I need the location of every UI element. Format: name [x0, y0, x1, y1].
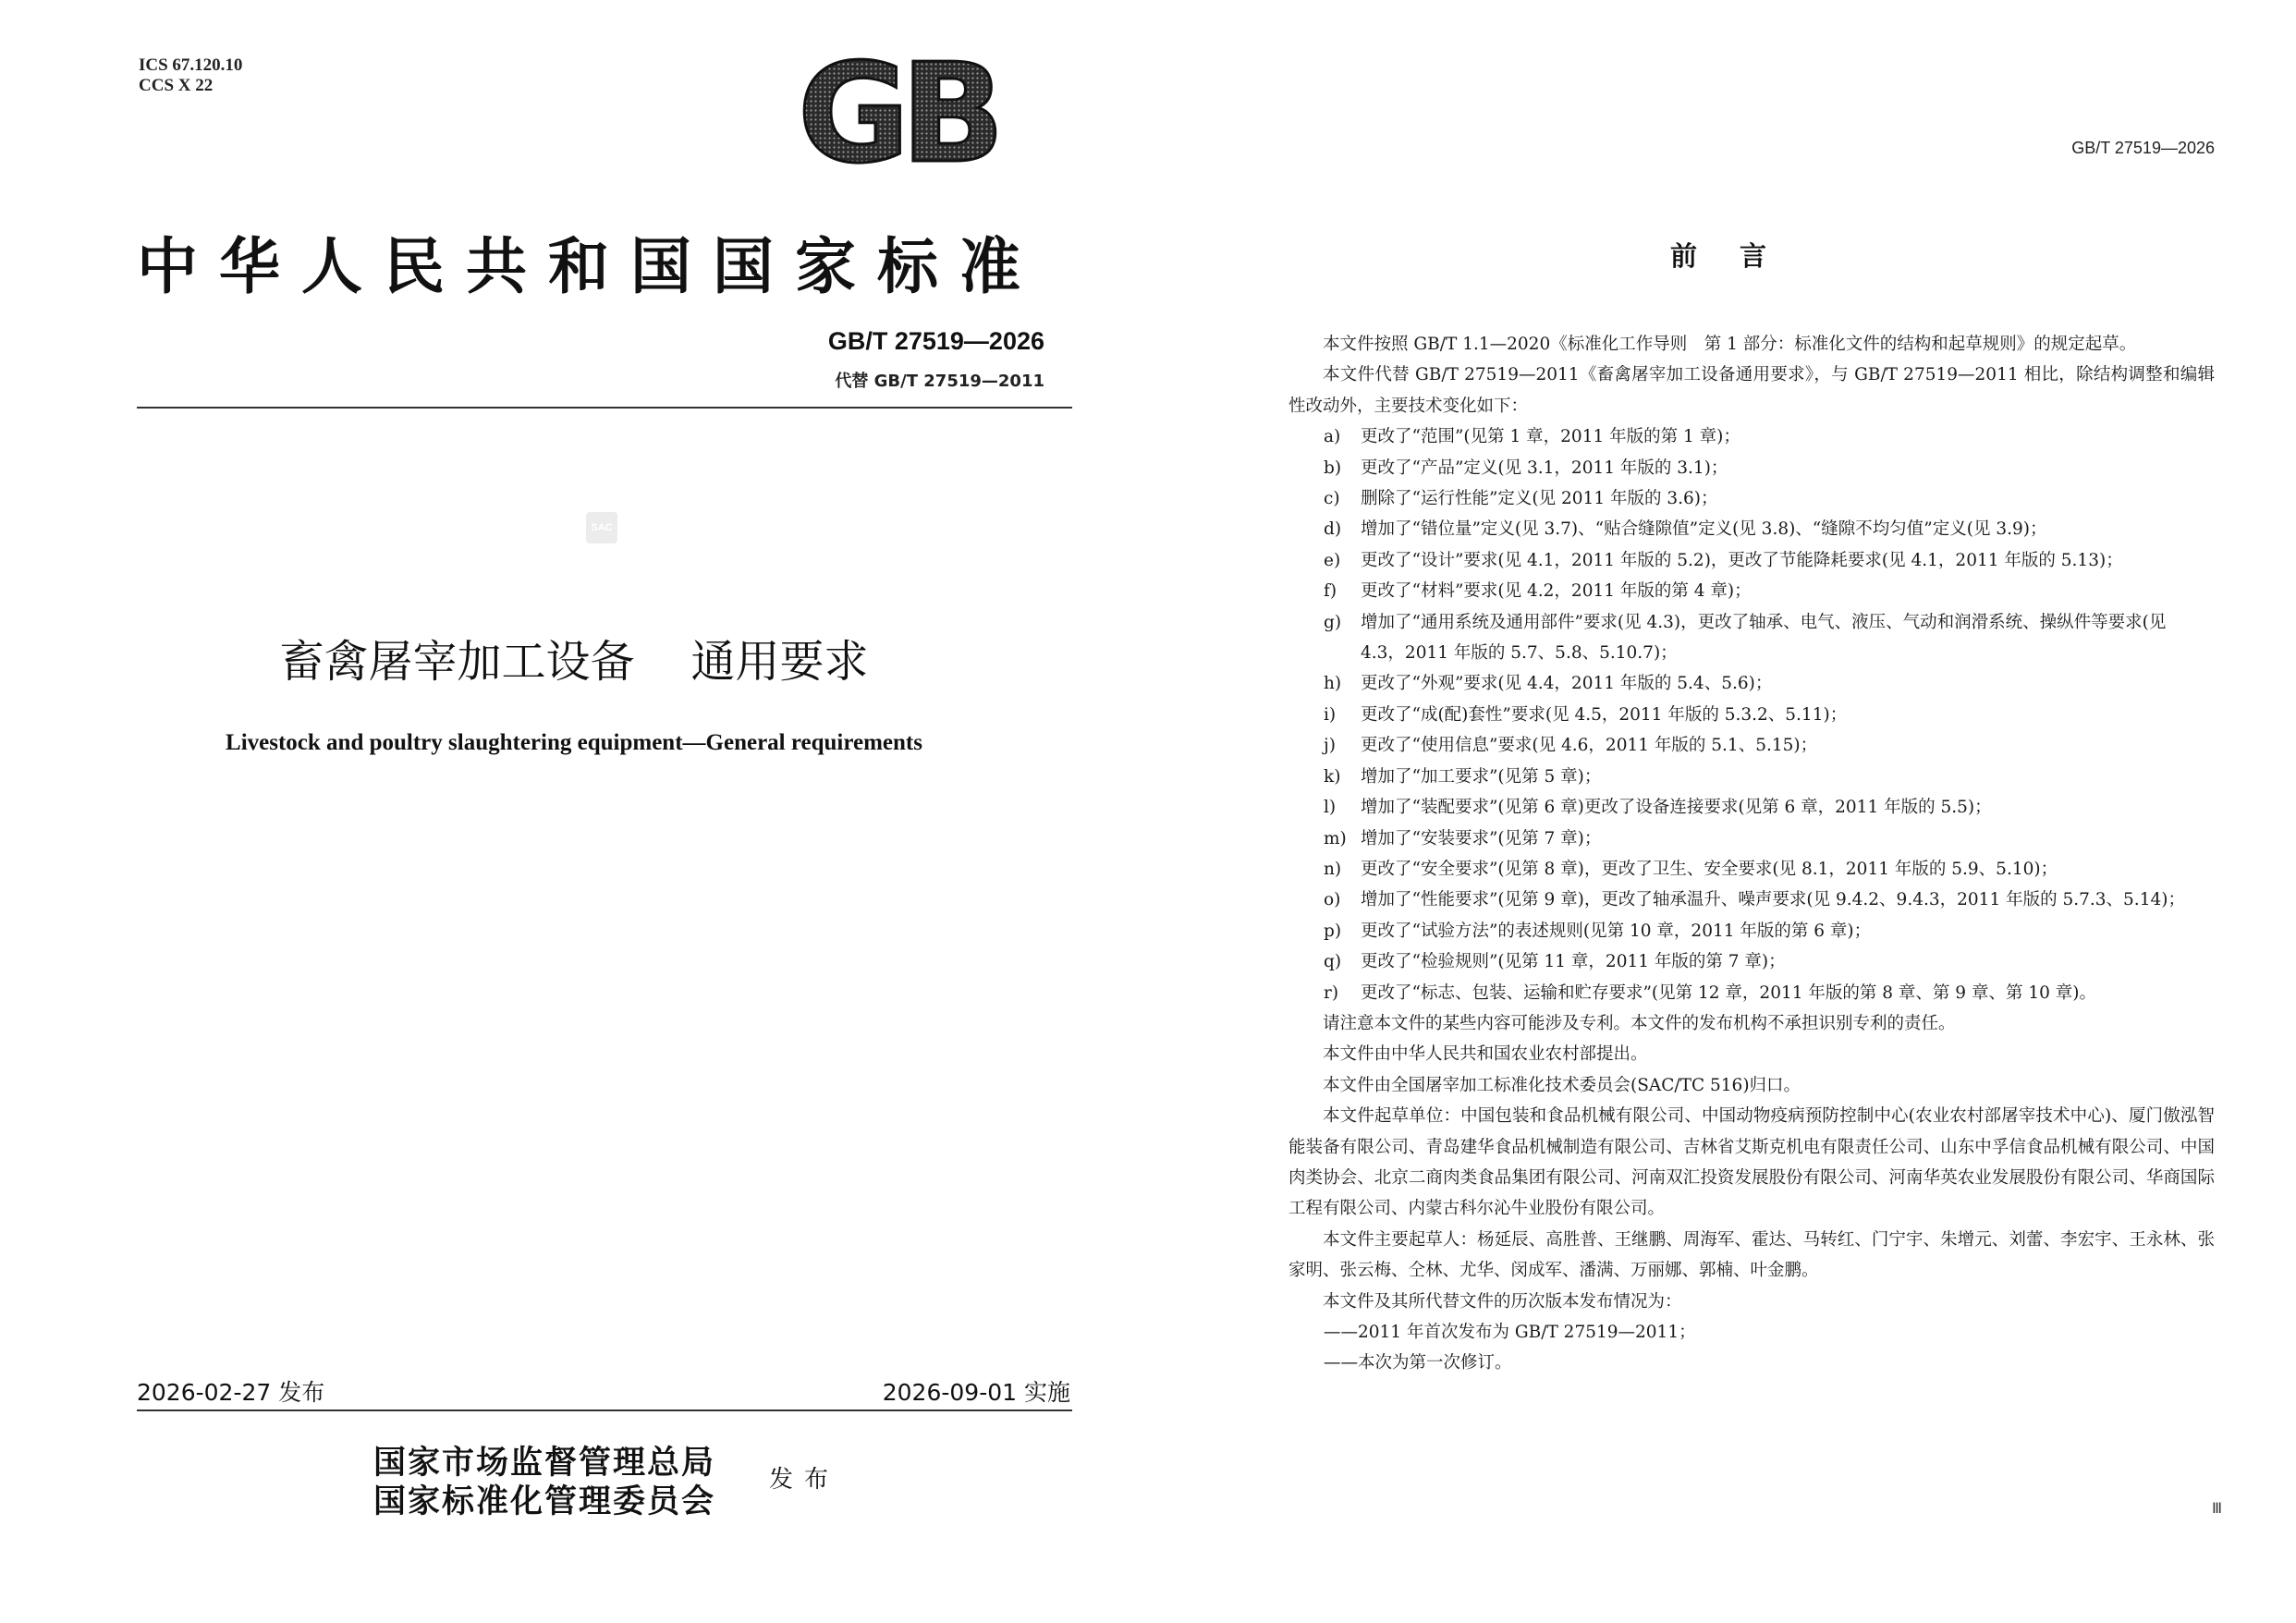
change-item-marker: d)	[1324, 519, 1342, 540]
change-item	[1288, 792, 2215, 823]
standard-number: GB/T 27519—2026	[827, 327, 1044, 355]
changes-list	[1288, 421, 2215, 1008]
change-item	[1288, 576, 2215, 606]
change-item-marker: q)	[1324, 952, 1342, 972]
change-item-marker: n)	[1324, 859, 1342, 879]
change-item	[1288, 453, 2215, 483]
issuer-verb: 发布	[769, 1466, 840, 1494]
classification-codes	[139, 55, 242, 96]
change-item-text: 更改了“成(配)套性”要求(见 4.5，2011 年版的 5.3.2、5.11)；	[1361, 704, 1848, 725]
change-item-marker: e)	[1324, 550, 1341, 570]
change-item	[1288, 854, 2215, 885]
foreword-title: 前言	[1670, 240, 1810, 272]
change-item	[1288, 545, 2215, 576]
change-item-text: 增加了“加工要求”(见第 5 章)；	[1361, 766, 1602, 787]
history-item: ——2011 年首次发布为 GB/T 27519—2011；	[1324, 1323, 1696, 1342]
top-divider	[137, 407, 1072, 409]
change-item-marker: o)	[1324, 890, 1341, 910]
change-item-marker: i)	[1324, 704, 1337, 725]
change-item-marker: l)	[1324, 798, 1337, 818]
change-item-marker: g)	[1324, 612, 1342, 632]
change-item-marker: r)	[1324, 982, 1339, 1003]
gb-logo	[781, 57, 1012, 176]
change-item	[1288, 916, 2215, 946]
document-title-english: Livestock and poultry slaughtering equipment—General requirements	[226, 730, 922, 755]
paragraph-drafting-units: 本文件起草单位：中国包装和食品机械有限公司、中国动物疫病预防控制中心(农业农村部屠宰技术中心)、厦门傲泓智能装备有限公司、青岛建华食品机械制造有限公司、吉林省艾斯克机电有限责任公司、山东中孚信食品机械有限公司、中国肉类协会、北京二商肉类食品集团有限公司、河南双汇投资发展股份有限公司、河南华英农业发展股份有限公司、华商国际工程有限公司、内蒙古科尔沁牛业股份有限公司。	[1288, 1106, 2215, 1219]
change-item-text: 增加了“安装要求”(见第 7 章)；	[1361, 828, 1602, 848]
issuer-sac: 国家标准化管理委员会	[373, 1483, 716, 1520]
document-title-chinese: 畜禽屠宰加工设备 通用要求	[279, 636, 869, 688]
change-item	[1288, 421, 2215, 452]
change-item-text: 增加了“装配要求”(见第 6 章)更改了设备连接要求(见第 6 章，2011 年版的 5.5)；	[1361, 798, 1992, 818]
change-item-text: 更改了“范围”(见第 1 章，2011 年版的第 1 章)；	[1361, 427, 1740, 447]
change-item-text: 更改了“产品”定义(见 3.1，2011 年版的 3.1)；	[1361, 458, 1728, 478]
change-item	[1288, 668, 2215, 699]
issuer-samr: 国家市场监督管理总局	[373, 1444, 716, 1482]
change-item-text: 更改了“材料”要求(见 4.2，2011 年版的第 4 章)；	[1361, 581, 1752, 602]
change-item-text: 更改了“外观”要求(见 4.4，2011 年版的 5.4、5.6)；	[1361, 674, 1773, 694]
change-item-marker: k)	[1324, 766, 1341, 787]
change-item-marker: c)	[1324, 489, 1340, 509]
change-item	[1288, 730, 2215, 761]
issuing-authorities	[373, 1444, 715, 1521]
issue-date: 2026-02-27 发布	[137, 1379, 325, 1406]
replaces-standard: 代替 GB/T 27519—2011	[835, 372, 1044, 391]
change-item-marker: a)	[1324, 427, 1341, 447]
change-item	[1288, 483, 2215, 514]
ics-code: ICS 67.120.10	[139, 55, 243, 75]
change-item-text: 增加了“错位量”定义(见 3.7)、“贴合缝隙值”定义(见 3.8)、“缝隙不均匀值”定义(见 3.9)；	[1361, 519, 2047, 540]
change-item-text: 更改了“使用信息”要求(见 4.6，2011 年版的 5.1、5.15)；	[1361, 736, 1818, 756]
change-item	[1288, 978, 2215, 1008]
change-item	[1288, 946, 2215, 977]
sac-watermark: SAC	[586, 512, 617, 543]
change-item-text: 更改了“设计”要求(见 4.1，2011 年版的 5.2)，更改了节能降耗要求(见 4.1，2011 年版的 5.13)；	[1361, 550, 2123, 570]
running-header-code: GB/T 27519—2026	[2071, 139, 2215, 157]
standard-category-title: 中华人民共和国国家标准	[137, 231, 1042, 302]
change-item	[1288, 700, 2215, 730]
change-item-marker: f)	[1324, 581, 1337, 602]
paragraph-history: 本文件及其所代替文件的历次版本发布情况为：	[1323, 1291, 1682, 1312]
change-item-marker: m)	[1324, 828, 1347, 848]
change-item-marker: b)	[1324, 458, 1342, 478]
gb-logo-text: GB	[797, 57, 996, 176]
change-item	[1288, 607, 2215, 669]
paragraph-patent: 请注意本文件的某些内容可能涉及专利。本文件的发布机构不承担识别专利的责任。	[1323, 1013, 1956, 1033]
change-item-text: 增加了“通用系统及通用部件”要求(见 4.3)，更改了轴承、电气、液压、气动和润滑系统、操纵件等要求(见 4.3，2011 年版的 5.7、5.8、5.10.7)；	[1361, 612, 2167, 664]
history-list	[1288, 1317, 2215, 1379]
paragraph-drafters: 本文件主要起草人：杨延辰、高胜普、王继鹏、周海军、霍达、马转红、门宁宇、朱增元、刘蕾、李宏宇、王永林、张家明、张云梅、仝林、尤华、闵成军、潘满、万丽娜、郭楠、叶金鹏。	[1288, 1229, 2215, 1281]
change-item	[1288, 762, 2215, 792]
paragraph-proposer: 本文件由中华人民共和国农业农村部提出。	[1323, 1044, 1648, 1065]
change-item-text: 删除了“运行性能”定义(见 2011 年版的 3.6)；	[1361, 489, 1718, 509]
paragraph-committee: 本文件由全国屠宰加工标准化技术委员会(SAC/TC 516)归口。	[1323, 1075, 1801, 1095]
change-item-text: 更改了“试验方法”的表述规则(见第 10 章，2011 年版的第 6 章)；	[1361, 921, 1872, 941]
change-item	[1288, 885, 2215, 915]
foreword-body	[1288, 329, 2215, 1379]
change-item-marker: p)	[1324, 921, 1342, 941]
change-item-marker: j)	[1324, 736, 1336, 756]
change-item-text: 更改了“标志、包装、运输和贮存要求”(见第 12 章，2011 年版的第 8 章、第 9 章、第 10 章)。	[1361, 982, 2096, 1003]
paragraph-replacement: 本文件代替 GB/T 27519—2011《畜禽屠宰加工设备通用要求》，与 GB/T 27519—2011 相比，除结构调整和编辑性改动外，主要技术变化如下：	[1288, 365, 2215, 416]
change-item	[1288, 514, 2215, 544]
change-item	[1288, 824, 2215, 854]
change-item-text: 更改了“检验规则”(见第 11 章，2011 年版的第 7 章)；	[1361, 952, 1786, 972]
history-item: ——本次为第一次修订。	[1324, 1353, 1512, 1373]
change-item-marker: h)	[1324, 674, 1342, 694]
change-item-text: 更改了“安全要求”(见第 8 章)，更改了卫生、安全要求(见 8.1，2011 年版的 5.9、5.10)；	[1361, 859, 2058, 879]
change-item-text: 增加了“性能要求”(见第 9 章)，更改了轴承温升、噪声要求(见 9.4.2、9.4.3，2011 年版的 5.7.3、5.14)；	[1361, 890, 2185, 910]
ccs-code: CCS X 22	[139, 76, 214, 95]
foreword-page	[1148, 0, 2296, 1623]
paragraph-drafting-basis: 本文件按照 GB/T 1.1—2020《标准化工作导则 第 1 部分：标准化文件的结构和起草规则》的规定起草。	[1323, 335, 2137, 354]
implementation-date: 2026-09-01 实施	[882, 1379, 1070, 1406]
bottom-divider	[137, 1409, 1072, 1411]
page-number: Ⅲ	[2211, 1501, 2222, 1517]
